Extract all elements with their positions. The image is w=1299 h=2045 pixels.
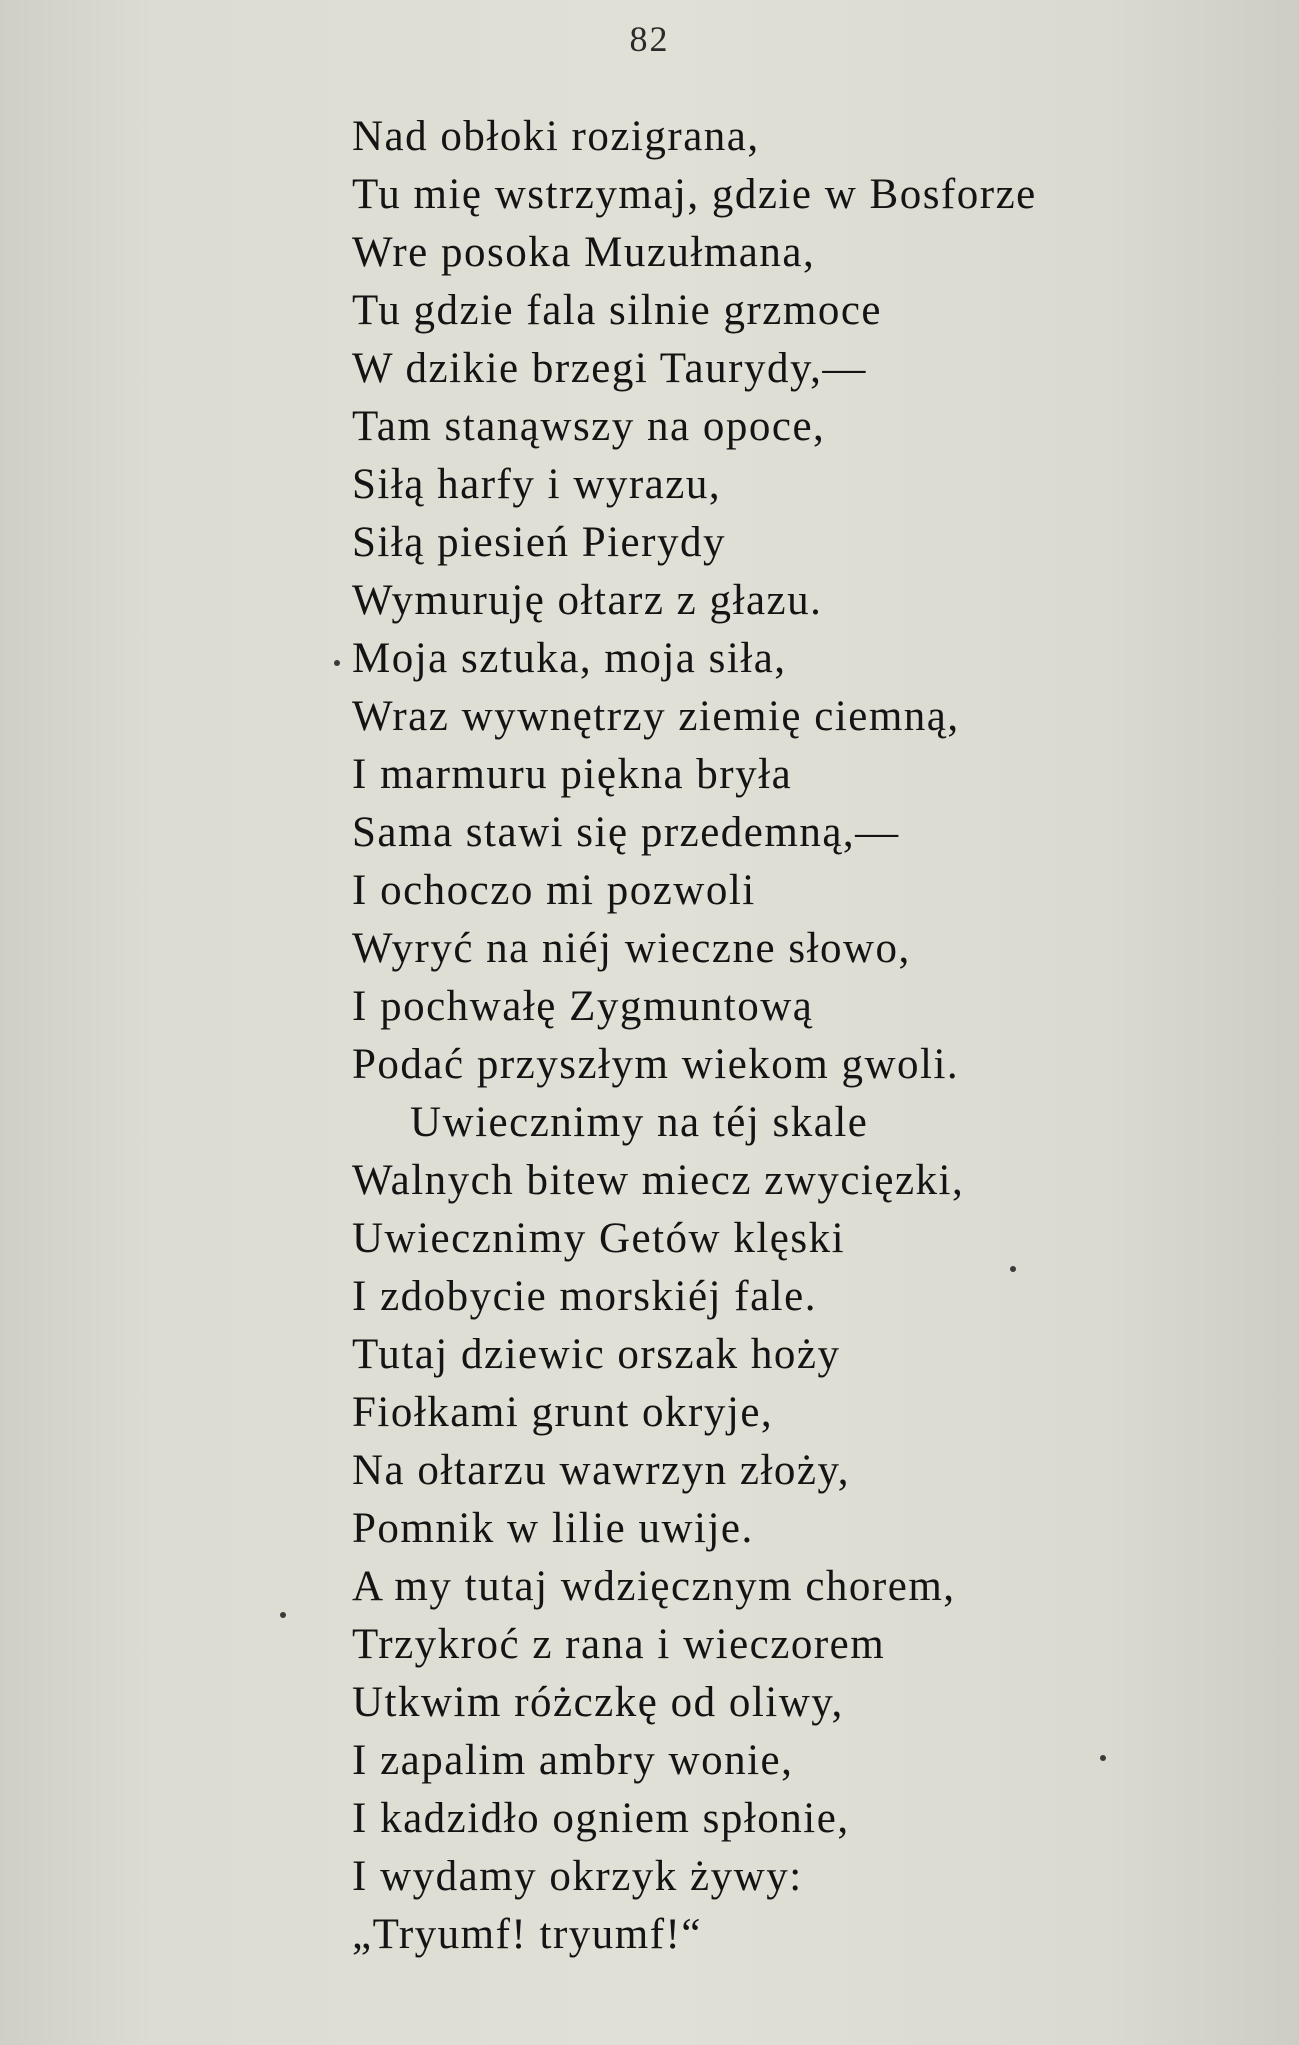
poem-line: Sama stawi się przedemną,— xyxy=(352,809,900,856)
poem-line: Tutaj dziewic orszak hoży xyxy=(352,1331,841,1378)
print-speck xyxy=(280,1612,286,1618)
poem-line: Tam stanąwszy na opoce, xyxy=(352,403,826,450)
poem-line: I ochoczo mi pozwoli xyxy=(352,867,756,914)
poem-line: Trzykroć z rana i wieczorem xyxy=(352,1621,886,1668)
print-speck xyxy=(1010,1266,1016,1272)
poem-line: Siłą piesień Pierydy xyxy=(352,519,726,566)
poem-line: Pomnik w lilie uwije. xyxy=(352,1505,754,1552)
poem-line: I zdobycie morskiéj fale. xyxy=(352,1273,817,1320)
print-speck xyxy=(1100,1755,1106,1761)
poem-line: I marmuru piękna bryła xyxy=(352,751,793,798)
poem-line: Nad obłoki rozigrana, xyxy=(352,113,760,160)
poem-line: W dzikie brzegi Taurydy,— xyxy=(352,345,867,392)
print-speck xyxy=(334,660,340,666)
poem-line: Uwiecznimy Getów klęski xyxy=(352,1215,846,1262)
poem-line: Walnych bitew miecz zwycięzki, xyxy=(352,1157,965,1204)
poem-line: Wre posoka Muzułmana, xyxy=(352,229,816,276)
poem-line: Utkwim różczkę od oliwy, xyxy=(352,1679,844,1726)
poem-line: Wyryć na niéj wieczne słowo, xyxy=(352,925,911,972)
poem-line: I kadzidło ogniem spłonie, xyxy=(352,1795,850,1842)
poem-line: I wydamy okrzyk żywy: xyxy=(352,1853,803,1900)
page-number: 82 xyxy=(629,19,670,59)
poem-line: Siłą harfy i wyrazu, xyxy=(352,461,722,508)
poem-line: „Tryumf! tryumf!“ xyxy=(352,1911,702,1958)
poem-line: Wymuruję ołtarz z głazu. xyxy=(352,577,823,624)
poem-line: Wraz wywnętrzy ziemię ciemną, xyxy=(352,693,960,740)
poem-line: Uwiecznimy na téj skale xyxy=(410,1099,869,1146)
poem-line: A my tutaj wdzięcznym chorem, xyxy=(352,1563,956,1610)
poem-line: Podać przyszłym wiekom gwoli. xyxy=(352,1041,960,1088)
poem-line: Tu mię wstrzymaj, gdzie w Bosforze xyxy=(352,171,1037,218)
poem-line: Tu gdzie fala silnie grzmoce xyxy=(352,287,882,334)
poem-line: Na ołtarzu wawrzyn złoży, xyxy=(352,1447,850,1494)
poem-line: Fiołkami grunt okryje, xyxy=(352,1389,774,1436)
poem-line: I pochwałę Zygmuntową xyxy=(352,983,814,1030)
poem-text xyxy=(352,108,1252,1964)
poem-line: Moja sztuka, moja siła, xyxy=(352,635,787,682)
poem-line: I zapalim ambry wonie, xyxy=(352,1737,794,1784)
